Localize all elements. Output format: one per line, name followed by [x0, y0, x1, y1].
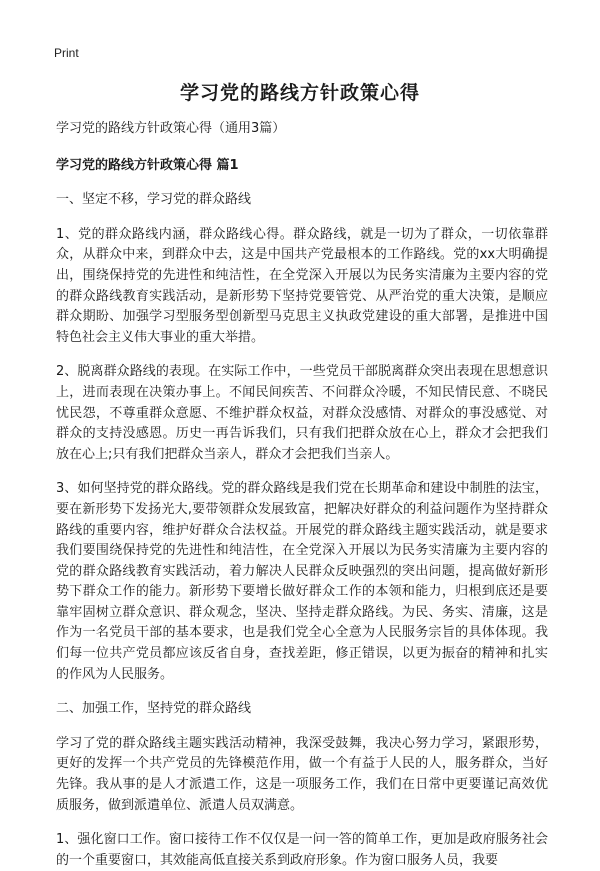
- article-subtitle: 学习党的路线方针政策心得 篇1: [56, 157, 239, 173]
- paragraph: 3、如何坚持党的群众路线。党的群众路线是我们党在长期革命和建设中制胜的法宝，要在新形势下发扬光大,要带领群众发展致富，把解决好群众的利益问题作为坚持群众路线的重要内容，维护好群众合法权益。开展党的群众路线主题实践活动，就是要求我们要围绕保持党的先进性和纯洁性，在全党深入开展以为民务实清廉为主要内容的党的群众路线教育实践活动，着力解决人民群众反映强烈的突出问题，提高做好新形势下群众工作的能力。新形势下要增长做好群众工作的本领和能力，归根到底还是要靠牢固树立群众意识、群众观念，坚决、坚持走群众路线。为民、务实、清廉，这是作为一名党员干部的基本要求，也是我们党全心全意为人民服务宗旨的具体体现。我们每一位共产党员都应该反省自身，查找差距，修正错误，以更为振奋的精神和扎实的作风为人民服务。: [56, 481, 548, 682]
- paragraph: 2、脱离群众路线的表现。在实际工作中，一些党员干部脱离群众突出表现在思想意识上，进而表现在决策办事上。不闻民间疾苦、不问群众冷暖，不知民情民意、不晓民忧民怨，不尊重群众意愿、不维护群众权益，对群众没感情、对群众的事没感觉、对群众的支持没感恩。历史一再告诉我们，只有我们把群众放在心上，群众才会把我们放在心上;只有我们把群众当亲人，群众才会把我们当亲人。: [56, 364, 548, 462]
- section-heading: 二、加强工作，坚持党的群众路线: [56, 701, 252, 717]
- paragraph: 学习了党的群众路线主题实践活动精神，我深受鼓舞，我决心努力学习，紧跟形势，更好的发挥一个共产党员的先锋模范作用，做一个有益于人民的人，服务群众，当好先锋。我从事的是人才派遣工作，这是一项服务工作，我们在日常中更要谨记高效优质服务，做到派遣单位、派遣人员双满意。: [56, 735, 548, 813]
- intro-line: 学习党的路线方针政策心得（通用3篇）: [56, 121, 286, 136]
- article-body: [56, 119, 548, 871]
- section-heading: 一、坚定不移，学习党的群众路线: [56, 192, 252, 208]
- paragraph: 1、强化窗口工作。窗口接待工作不仅仅是一问一答的简单工作，更加是政府服务社会的一个重要窗口，其效能高低直接关系到政府形象。作为窗口服务人员，我要: [56, 832, 548, 868]
- paragraph: 1、党的群众路线内涵，群众路线心得。群众路线，就是一切为了群众，一切依靠群众，从群众中来，到群众中去，这是中国共产党最根本的工作路线。党的xx大明确提出，围绕保持党的先进性和纯洁性，在全党深入开展以为民务实清廉为主要内容的党的群众路线教育实践活动，是新形势下坚持党要管党、从严治党的重大决策，是顺应群众期盼、加强学习型服务型创新型马克思主义执政党建设的重大部署，是推进中国特色社会主义伟大事业的重大举措。: [56, 226, 548, 345]
- print-link[interactable]: Print: [54, 46, 79, 60]
- page-title: 学习党的路线方针政策心得: [179, 82, 420, 104]
